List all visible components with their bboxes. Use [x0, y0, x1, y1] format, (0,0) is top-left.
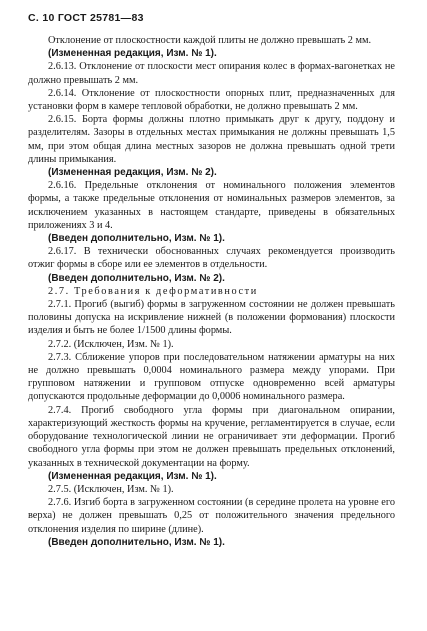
- paragraph: 2.6.17. В технически обоснованных случаях рекомендуется производить отжиг формы в сборе или ее элементов в отдельности.: [28, 246, 395, 271]
- amendment-note: (Измененная редакция, Изм. № 2).: [48, 167, 217, 179]
- section-heading: 2.7. Требования к деформативности: [48, 285, 258, 297]
- document-body: [28, 34, 395, 549]
- amendment-note: (Введен дополнительно, Изм. № 1).: [48, 233, 225, 245]
- paragraph: 2.6.13. Отклонение от плоскости мест опирания колес в формах-вагонетках не должно превышать 2 мм.: [28, 61, 395, 86]
- paragraph: 2.6.14. Отклонение от плоскостности опорных плит, предназначенных для установки форм в камере тепловой обработки, не должно превышать 2 мм.: [28, 87, 395, 113]
- amendment-note: (Введен дополнительно, Изм. № 2).: [48, 272, 225, 284]
- paragraph: 2.7.5. (Исключен, Изм. № 1).: [48, 483, 174, 495]
- paragraph: 2.7.6. Изгиб борта в загруженном состоянии (в середине пролета на уровне его верха) не должен превышать 0,25 от положительного значения предельного отклонения изделия по ширине (длине).: [28, 497, 395, 535]
- paragraph: 2.6.15. Борта формы должны плотно примыкать друг к другу, поддону и разделителям. Зазоры в отдельных местах примыкания не должны превышать 1,5 мм, при этом общая длина местных зазоров не должна превышать одной трети длины примыкания.: [28, 114, 395, 165]
- page-header: С. 10 ГОСТ 25781—83: [28, 12, 144, 24]
- paragraph: 2.7.1. Прогиб (выгиб) формы в загруженном состоянии не должен превышать половины допуска на искривление нижней (в положении формования) плоскости изделия и быть не более 1/1500 длины формы.: [28, 299, 395, 337]
- paragraph: Отклонение от плоскостности каждой плиты не должно превышать 2 мм.: [48, 35, 372, 46]
- amendment-note: (Введен дополнительно, Изм. № 1).: [48, 536, 225, 548]
- amendment-note: (Измененная редакция, Изм. № 1).: [48, 48, 217, 60]
- paragraph: 2.7.2. (Исключен, Изм. № 1).: [48, 338, 174, 350]
- paragraph: 2.6.16. Предельные отклонения от номинального положения элементов формы, а также предельные отклонения от номинальных размеров элементов, за исключением указанных в настоящем стандарте, приведены в обязательных приложениях 3 и 4.: [28, 180, 395, 231]
- amendment-note: (Измененная редакция, Изм. № 1).: [48, 470, 217, 482]
- paragraph: 2.7.3. Сближение упоров при последовательном натяжении арматуры на них не должно превышать 0,0004 номинального размера между упорами. При групповом натяжении и групповом отпуске одновременно всей арматуры допускаются продольные деформации до 0,0006 номинального размера.: [28, 351, 395, 403]
- paragraph: 2.7.4. Прогиб свободного угла формы при диагональном опирании, характеризующий жесткость формы на кручение, регламентируется в случае, если оборудование технологической линии не ограничивает эти деформации. Прогиб свободного угла формы при этом не должен превышать предельных отклонений, указанных в технической документации на форму.: [28, 404, 395, 469]
